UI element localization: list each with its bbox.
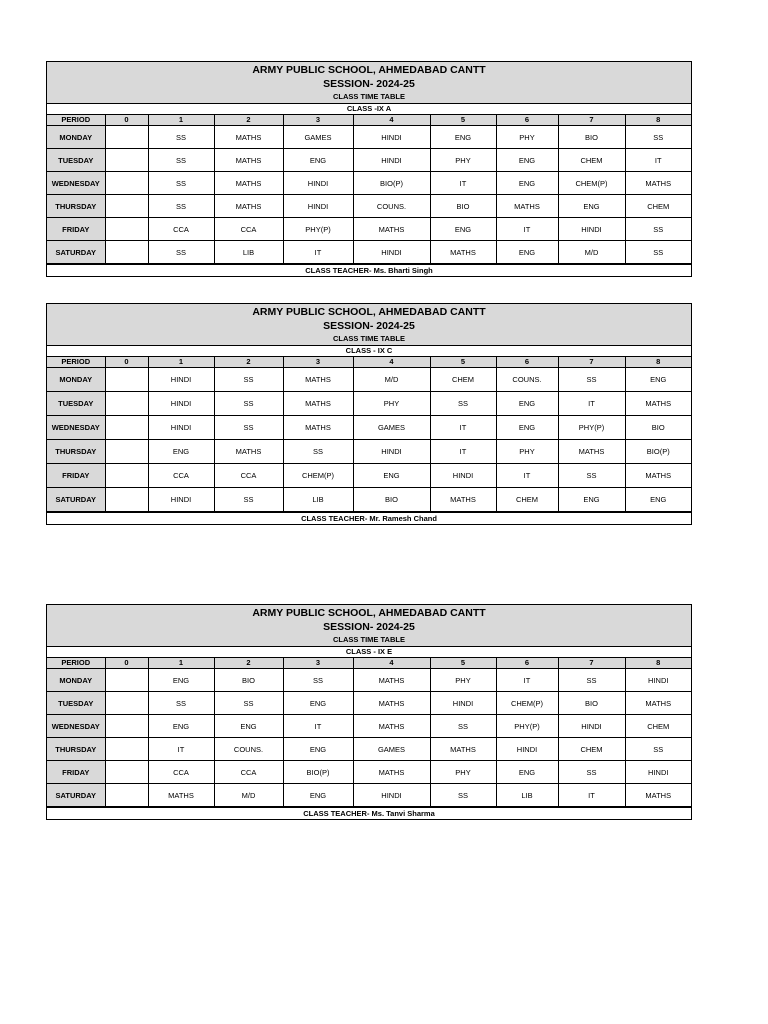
subject-cell <box>105 172 148 195</box>
timetable-title: CLASS TIME TABLE <box>333 635 405 644</box>
subject-cell: HINDI <box>148 488 214 512</box>
period-header-6: 6 <box>496 357 558 368</box>
subject-cell: IT <box>430 172 496 195</box>
subject-cell: SS <box>148 172 214 195</box>
day-label: FRIDAY <box>47 218 105 241</box>
table-row <box>47 669 691 692</box>
subject-cell: IT <box>496 218 558 241</box>
period-header-7: 7 <box>558 658 625 669</box>
subject-cell: MATHS <box>214 149 283 172</box>
subject-cell <box>105 416 148 440</box>
subject-cell: BIO <box>625 416 691 440</box>
subject-cell: MATHS <box>558 440 625 464</box>
table-row <box>47 241 691 264</box>
subject-cell: LIB <box>283 488 353 512</box>
day-label: TUESDAY <box>47 149 105 172</box>
day-label: THURSDAY <box>47 195 105 218</box>
subject-cell: IT <box>496 669 558 692</box>
subject-cell: MATHS <box>353 715 430 738</box>
subject-cell: MATHS <box>625 464 691 488</box>
subject-cell: MATHS <box>148 784 214 807</box>
subject-cell: PHY(P) <box>558 416 625 440</box>
subject-cell: LIB <box>214 241 283 264</box>
period-header-3: 3 <box>283 115 353 126</box>
timetable-ix-e <box>46 604 692 820</box>
timetable-title: CLASS TIME TABLE <box>333 334 405 343</box>
subject-cell: MATHS <box>353 761 430 784</box>
subject-cell: ENG <box>558 488 625 512</box>
period-header-5: 5 <box>430 658 496 669</box>
day-label: THURSDAY <box>47 738 105 761</box>
period-header-1: 1 <box>148 115 214 126</box>
subject-cell: HINDI <box>353 126 430 149</box>
subject-cell: SS <box>558 761 625 784</box>
subject-cell: ENG <box>496 392 558 416</box>
subject-cell: MATHS <box>625 784 691 807</box>
subject-cell <box>105 440 148 464</box>
subject-cell: HINDI <box>558 218 625 241</box>
period-header-7: 7 <box>558 115 625 126</box>
subject-cell: MATHS <box>430 241 496 264</box>
class-teacher: CLASS TEACHER- Ms. Tanvi Sharma <box>47 807 691 819</box>
subject-cell: MATHS <box>430 488 496 512</box>
session-label: SESSION- 2024-25 <box>323 621 415 633</box>
subject-cell: IT <box>430 440 496 464</box>
subject-cell: BIO(P) <box>283 761 353 784</box>
subject-cell: MATHS <box>430 738 496 761</box>
subject-cell: SS <box>558 368 625 392</box>
period-header-1: 1 <box>148 658 214 669</box>
subject-cell: CHEM <box>558 149 625 172</box>
subject-cell: LIB <box>496 784 558 807</box>
timetable-ix-c <box>46 303 692 525</box>
subject-cell: IT <box>558 392 625 416</box>
subject-cell: PHY(P) <box>496 715 558 738</box>
subject-cell: PHY <box>430 761 496 784</box>
subject-cell: HINDI <box>148 416 214 440</box>
subject-cell: SS <box>430 784 496 807</box>
period-header-4: 4 <box>353 658 430 669</box>
subject-cell: MATHS <box>283 368 353 392</box>
table-row <box>47 126 691 149</box>
subject-cell: HINDI <box>148 392 214 416</box>
table-row <box>47 692 691 715</box>
subject-cell <box>105 126 148 149</box>
table-row <box>47 488 691 512</box>
period-header-label: PERIOD <box>47 357 105 368</box>
subject-cell: ENG <box>148 715 214 738</box>
subject-cell: HINDI <box>283 172 353 195</box>
subject-cell: SS <box>148 692 214 715</box>
subject-cell: HINDI <box>353 241 430 264</box>
day-label: FRIDAY <box>47 464 105 488</box>
table-row <box>47 440 691 464</box>
subject-cell: ENG <box>353 464 430 488</box>
subject-cell: CHEM <box>625 715 691 738</box>
subject-cell: ENG <box>496 416 558 440</box>
subject-cell <box>105 218 148 241</box>
school-name: ARMY PUBLIC SCHOOL, AHMEDABAD CANTT <box>252 64 486 76</box>
subject-cell: HINDI <box>625 761 691 784</box>
subject-cell: SS <box>148 195 214 218</box>
timetable-header <box>47 62 691 104</box>
period-header-2: 2 <box>214 357 283 368</box>
timetable-ix-a <box>46 61 692 277</box>
subject-cell: ENG <box>283 784 353 807</box>
subject-cell: COUNS. <box>496 368 558 392</box>
timetable-title: CLASS TIME TABLE <box>333 92 405 101</box>
subject-cell: CCA <box>148 218 214 241</box>
subject-cell: BIO(P) <box>625 440 691 464</box>
session-label: SESSION- 2024-25 <box>323 320 415 332</box>
subject-cell: ENG <box>496 172 558 195</box>
subject-cell: HINDI <box>558 715 625 738</box>
subject-cell <box>105 464 148 488</box>
subject-cell: ENG <box>430 218 496 241</box>
period-header-8: 8 <box>625 357 691 368</box>
subject-cell: GAMES <box>283 126 353 149</box>
subject-cell: ENG <box>430 126 496 149</box>
subject-cell <box>105 669 148 692</box>
subject-cell <box>105 149 148 172</box>
period-header-label: PERIOD <box>47 658 105 669</box>
table-row <box>47 738 691 761</box>
table-row <box>47 172 691 195</box>
class-label: CLASS - IX E <box>47 647 691 658</box>
subject-cell: HINDI <box>496 738 558 761</box>
subject-cell: GAMES <box>353 738 430 761</box>
subject-cell: SS <box>214 392 283 416</box>
day-label: SATURDAY <box>47 241 105 264</box>
period-header-6: 6 <box>496 115 558 126</box>
subject-cell: CHEM(P) <box>558 172 625 195</box>
class-label: CLASS - IX C <box>47 346 691 357</box>
class-label: CLASS -IX A <box>47 104 691 115</box>
subject-cell: M/D <box>558 241 625 264</box>
period-header-4: 4 <box>353 115 430 126</box>
subject-cell: MATHS <box>625 692 691 715</box>
subject-cell: ENG <box>148 669 214 692</box>
period-header-row <box>47 658 691 669</box>
table-row <box>47 416 691 440</box>
period-header-8: 8 <box>625 658 691 669</box>
period-header-row <box>47 357 691 368</box>
subject-cell: IT <box>283 241 353 264</box>
subject-cell: CCA <box>214 218 283 241</box>
period-header-7: 7 <box>558 357 625 368</box>
period-header-5: 5 <box>430 115 496 126</box>
subject-cell: SS <box>214 416 283 440</box>
day-label: MONDAY <box>47 368 105 392</box>
subject-cell <box>105 784 148 807</box>
subject-cell: SS <box>625 218 691 241</box>
subject-cell: IT <box>283 715 353 738</box>
subject-cell: CCA <box>148 464 214 488</box>
subject-cell: MATHS <box>353 669 430 692</box>
subject-cell: MATHS <box>353 692 430 715</box>
class-teacher: CLASS TEACHER- Mr. Ramesh Chand <box>47 512 691 524</box>
day-label: WEDNESDAY <box>47 715 105 738</box>
subject-cell: MATHS <box>496 195 558 218</box>
day-label: THURSDAY <box>47 440 105 464</box>
subject-cell: CHEM <box>625 195 691 218</box>
subject-cell <box>105 195 148 218</box>
subject-cell: ENG <box>625 488 691 512</box>
subject-cell: ENG <box>283 692 353 715</box>
subject-cell: MATHS <box>214 126 283 149</box>
subject-cell: SS <box>430 715 496 738</box>
subject-cell: ENG <box>283 738 353 761</box>
subject-cell: SS <box>214 368 283 392</box>
subject-cell: CHEM <box>558 738 625 761</box>
period-header-6: 6 <box>496 658 558 669</box>
subject-cell: BIO <box>353 488 430 512</box>
school-name: ARMY PUBLIC SCHOOL, AHMEDABAD CANTT <box>252 306 486 318</box>
subject-cell: SS <box>148 126 214 149</box>
session-label: SESSION- 2024-25 <box>323 78 415 90</box>
subject-cell: MATHS <box>214 172 283 195</box>
subject-cell: MATHS <box>283 392 353 416</box>
subject-cell: CHEM(P) <box>496 692 558 715</box>
subject-cell: BIO <box>214 669 283 692</box>
period-header-4: 4 <box>353 357 430 368</box>
subject-cell: ENG <box>496 149 558 172</box>
day-label: SATURDAY <box>47 784 105 807</box>
subject-cell: PHY <box>430 669 496 692</box>
table-row <box>47 368 691 392</box>
subject-cell <box>105 368 148 392</box>
subject-cell: SS <box>283 440 353 464</box>
subject-cell: SS <box>148 149 214 172</box>
table-row <box>47 761 691 784</box>
subject-cell: SS <box>625 241 691 264</box>
subject-cell: MATHS <box>625 172 691 195</box>
subject-cell: SS <box>148 241 214 264</box>
subject-cell: HINDI <box>283 195 353 218</box>
day-label: TUESDAY <box>47 692 105 715</box>
subject-cell: HINDI <box>353 784 430 807</box>
subject-cell: CCA <box>148 761 214 784</box>
period-header-label: PERIOD <box>47 115 105 126</box>
subject-cell: SS <box>214 692 283 715</box>
subject-cell: SS <box>283 669 353 692</box>
subject-cell: MATHS <box>283 416 353 440</box>
subject-cell: SS <box>430 392 496 416</box>
subject-cell: HINDI <box>353 440 430 464</box>
period-header-0: 0 <box>105 357 148 368</box>
period-header-1: 1 <box>148 357 214 368</box>
period-header-2: 2 <box>214 658 283 669</box>
table-row <box>47 195 691 218</box>
subject-cell: SS <box>558 464 625 488</box>
period-header-0: 0 <box>105 115 148 126</box>
schedule-table <box>47 658 691 807</box>
day-label: MONDAY <box>47 126 105 149</box>
table-row <box>47 218 691 241</box>
subject-cell: CCA <box>214 464 283 488</box>
subject-cell <box>105 761 148 784</box>
schedule-table <box>47 357 691 512</box>
subject-cell: ENG <box>283 149 353 172</box>
subject-cell: CHEM(P) <box>283 464 353 488</box>
subject-cell: MATHS <box>353 218 430 241</box>
period-header-3: 3 <box>283 357 353 368</box>
class-teacher: CLASS TEACHER- Ms. Bharti Singh <box>47 264 691 276</box>
subject-cell: PHY <box>496 126 558 149</box>
subject-cell: PHY <box>496 440 558 464</box>
subject-cell: IT <box>148 738 214 761</box>
table-row <box>47 149 691 172</box>
subject-cell: BIO <box>430 195 496 218</box>
subject-cell <box>105 738 148 761</box>
subject-cell: CHEM <box>430 368 496 392</box>
subject-cell: BIO(P) <box>353 172 430 195</box>
subject-cell: SS <box>625 126 691 149</box>
subject-cell: SS <box>214 488 283 512</box>
period-header-row <box>47 115 691 126</box>
subject-cell: ENG <box>496 241 558 264</box>
subject-cell: PHY <box>353 392 430 416</box>
table-row <box>47 464 691 488</box>
subject-cell: SS <box>558 669 625 692</box>
day-label: MONDAY <box>47 669 105 692</box>
subject-cell: SS <box>625 738 691 761</box>
table-row <box>47 715 691 738</box>
subject-cell: HINDI <box>353 149 430 172</box>
subject-cell: BIO <box>558 126 625 149</box>
subject-cell <box>105 488 148 512</box>
schedule-table <box>47 115 691 264</box>
subject-cell: M/D <box>353 368 430 392</box>
subject-cell: MATHS <box>625 392 691 416</box>
subject-cell: HINDI <box>430 692 496 715</box>
period-header-5: 5 <box>430 357 496 368</box>
period-header-3: 3 <box>283 658 353 669</box>
timetable-header <box>47 304 691 346</box>
table-row <box>47 392 691 416</box>
day-label: WEDNESDAY <box>47 416 105 440</box>
subject-cell: HINDI <box>148 368 214 392</box>
subject-cell: ENG <box>625 368 691 392</box>
subject-cell: CCA <box>214 761 283 784</box>
subject-cell: MATHS <box>214 440 283 464</box>
subject-cell: M/D <box>214 784 283 807</box>
subject-cell: COUNS. <box>353 195 430 218</box>
day-label: TUESDAY <box>47 392 105 416</box>
subject-cell: GAMES <box>353 416 430 440</box>
period-header-8: 8 <box>625 115 691 126</box>
subject-cell: MATHS <box>214 195 283 218</box>
subject-cell: PHY <box>430 149 496 172</box>
timetable-header <box>47 605 691 647</box>
subject-cell <box>105 392 148 416</box>
period-header-2: 2 <box>214 115 283 126</box>
subject-cell <box>105 715 148 738</box>
subject-cell: ENG <box>558 195 625 218</box>
subject-cell: CHEM <box>496 488 558 512</box>
subject-cell: IT <box>558 784 625 807</box>
subject-cell: IT <box>496 464 558 488</box>
period-header-0: 0 <box>105 658 148 669</box>
day-label: SATURDAY <box>47 488 105 512</box>
subject-cell: COUNS. <box>214 738 283 761</box>
day-label: WEDNESDAY <box>47 172 105 195</box>
subject-cell: HINDI <box>430 464 496 488</box>
subject-cell <box>105 692 148 715</box>
subject-cell: HINDI <box>625 669 691 692</box>
school-name: ARMY PUBLIC SCHOOL, AHMEDABAD CANTT <box>252 607 486 619</box>
subject-cell: ENG <box>214 715 283 738</box>
subject-cell <box>105 241 148 264</box>
subject-cell: IT <box>430 416 496 440</box>
subject-cell: PHY(P) <box>283 218 353 241</box>
subject-cell: BIO <box>558 692 625 715</box>
subject-cell: ENG <box>496 761 558 784</box>
subject-cell: ENG <box>148 440 214 464</box>
subject-cell: IT <box>625 149 691 172</box>
day-label: FRIDAY <box>47 761 105 784</box>
table-row <box>47 784 691 807</box>
